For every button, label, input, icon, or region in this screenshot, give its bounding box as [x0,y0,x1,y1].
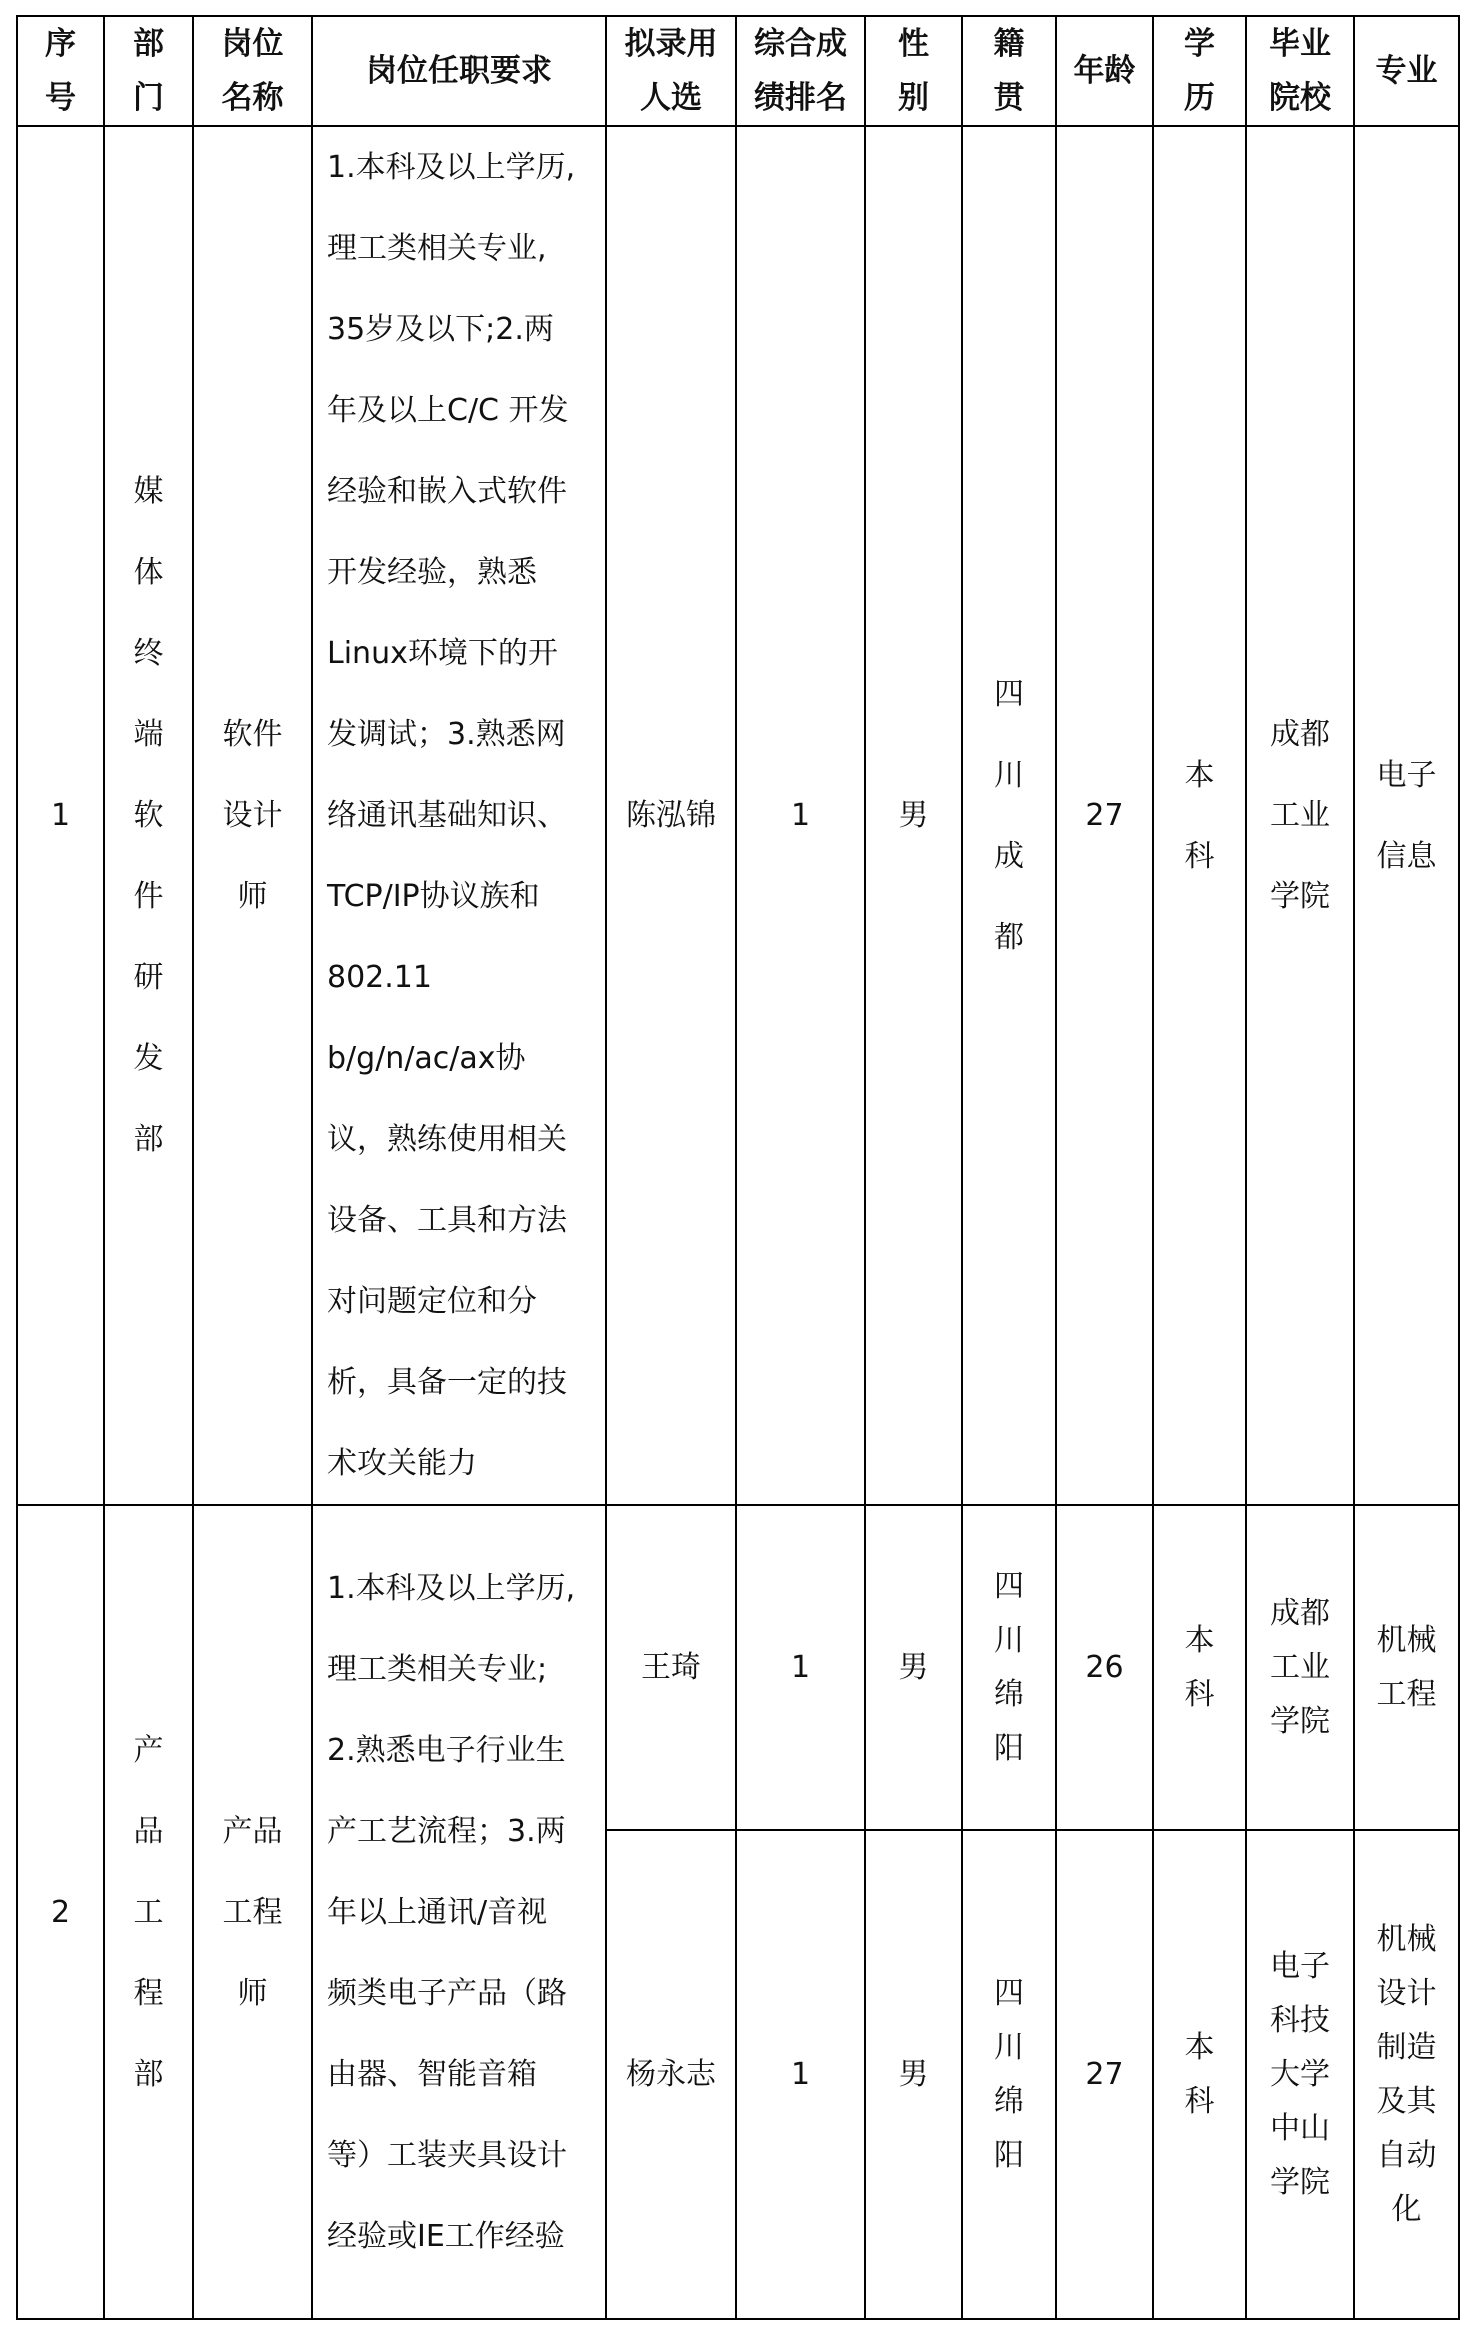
age-cell [1056,1505,1153,1830]
header-text: 号 [45,80,76,116]
origin-cell [962,1830,1056,2319]
rank-text: 1 [790,1650,811,1685]
cell-line: 绵 [994,1676,1024,1712]
cell-line: 软 [133,798,164,833]
cell-line: 工程 [1376,1676,1437,1712]
table-row [17,126,1459,1505]
cell-line: 设计 [1376,1975,1437,2011]
major-cell [1354,126,1459,1505]
cell-line: 络通讯基础知识、 [327,798,567,833]
cell-line: 学院 [1270,2164,1330,2200]
cell-line: 术攻关能力 [327,1446,477,1481]
candidate-name: 杨永志 [626,2057,716,2092]
header-text: 部 [133,26,164,62]
header-position [193,16,312,126]
header-text: 学 [1184,26,1215,62]
rank-text: 1 [790,2057,811,2092]
gender-cell [865,1830,962,2319]
candidate-name-cell [606,1830,736,2319]
cell-line: 程 [133,1975,164,2011]
department-cell [104,1505,193,2319]
cell-line: 工 [133,1894,164,1930]
position-cell [193,1505,312,2319]
header-text: 拟录用 [624,26,718,62]
cell-line: 自动 [1376,2137,1437,2173]
cell-line: 化 [1391,2191,1422,2227]
cell-line: 发调试；3.熟悉网 [327,717,566,752]
header-text: 籍 [993,26,1025,62]
cell-line: 绵 [994,2083,1024,2119]
cell-line: 师 [237,1975,268,2011]
rank-text: 1 [790,798,811,833]
cell-line: 由器、智能音箱 [327,2056,537,2092]
age-text: 27 [1085,798,1124,833]
cell-line: 1.本科及以上学历, [327,1570,576,1606]
cell-line: TCP/IP协议族和 [327,879,540,914]
cell-line: 科 [1184,838,1215,874]
cell-line: 阳 [994,1730,1024,1766]
cell-line: b/g/n/ac/ax协 [327,1041,526,1076]
cell-line: 川 [994,1622,1024,1658]
header-text: 门 [133,80,164,116]
cell-line: 四 [994,1568,1024,1604]
position-cell [193,126,312,1505]
origin-cell [962,126,1056,1505]
age-cell [1056,1830,1153,2319]
cell-line: 都 [994,919,1024,955]
education-cell [1153,1505,1246,1830]
rank-cell [736,1830,865,2319]
rank-cell [736,1505,865,1830]
cell-line: 工业 [1270,798,1330,833]
cell-line: 机械 [1376,1622,1437,1658]
cell-line: 川 [994,2029,1024,2065]
gender-cell [865,126,962,1505]
cell-line: 本 [1184,2029,1215,2065]
header-major [1354,16,1459,126]
header-candidate [606,16,736,126]
header-text: 专业 [1375,53,1438,89]
header-text: 别 [898,80,929,116]
cell-line: 机械 [1376,1921,1437,1957]
cell-line: 学院 [1270,879,1330,914]
header-text: 人选 [640,80,702,116]
header-school [1246,16,1354,126]
header-text: 序 [45,26,76,62]
cell-line: 软件 [222,717,283,752]
header-text: 历 [1184,80,1215,116]
header-text: 年龄 [1073,53,1136,89]
cell-line: 四 [994,1975,1024,2011]
cell-line: 及其 [1376,2083,1437,2119]
gender-text: 男 [898,2057,929,2092]
candidate-name: 王琦 [641,1650,701,1685]
cell-line: 年及以上C/C 开发 [327,393,569,428]
cell-line: 设计 [222,798,283,833]
cell-line: 理工类相关专业, [327,231,547,266]
rank-cell [736,126,865,1505]
cell-line: 师 [237,879,268,914]
index-cell [17,1505,104,2319]
cell-line: 频类电子产品（路 [327,1975,567,2011]
cell-line: 体 [133,555,164,590]
cell-line: 经验或IE工作经验 [327,2218,565,2254]
cell-line: 中山 [1270,2110,1330,2146]
major-cell [1354,1505,1459,1830]
cell-line: 1.本科及以上学历, [327,150,576,185]
cell-line: 科 [1184,1676,1215,1712]
cell-line: 802.11 [327,960,432,995]
cell-line: 学院 [1270,1703,1330,1739]
cell-line: 工程 [222,1894,283,1930]
header-index [17,16,104,126]
header-department [104,16,193,126]
requirements-cell [312,1505,606,2319]
cell-line: 理工类相关专业; [327,1651,548,1687]
cell-line: 本 [1184,1622,1215,1658]
header-row [17,16,1459,126]
cell-line: 阳 [994,2137,1024,2173]
header-requirements [312,16,606,126]
candidate-name-cell [606,1505,736,1830]
header-text: 性 [898,26,929,62]
cell-line: Linux环境下的开 [327,636,558,671]
gender-text: 男 [898,1650,929,1685]
cell-line: 经验和嵌入式软件 [327,474,567,509]
header-origin [962,16,1056,126]
cell-line: 成都 [1270,717,1330,752]
recruitment-table [16,15,1460,2320]
cell-line: 发 [133,1041,164,1076]
header-text: 岗位 [221,26,284,62]
header-age [1056,16,1153,126]
header-rank [736,16,865,126]
cell-line: 议，熟练使用相关 [327,1122,567,1157]
header-text: 毕业 [1269,26,1331,62]
header-text: 院校 [1269,80,1331,116]
origin-cell [962,1505,1056,1830]
major-cell [1354,1830,1459,2319]
cell-line: 四 [994,676,1024,712]
cell-line: 产 [133,1732,164,1768]
cell-line: 科技 [1270,2002,1330,2038]
cell-line: 川 [994,757,1024,793]
cell-line: 部 [133,2056,164,2092]
cell-line: 研 [133,960,164,995]
gender-cell [865,1505,962,1830]
education-cell [1153,126,1246,1505]
header-text: 绩排名 [754,80,847,116]
candidate-name-cell [606,126,736,1505]
cell-line: 产品 [222,1813,283,1849]
header-education [1153,16,1246,126]
cell-line: 科 [1184,2083,1215,2119]
gender-text: 男 [898,798,929,833]
age-text: 27 [1085,2057,1124,2092]
cell-line: 制造 [1376,2029,1437,2065]
cell-line: 2.熟悉电子行业生 [327,1732,566,1768]
cell-line: 年以上通讯/音视 [327,1894,548,1930]
age-cell [1056,126,1153,1505]
school-cell [1246,1830,1354,2319]
header-text: 名称 [221,80,284,116]
cell-line: 媒 [133,474,164,509]
cell-line: 电子 [1376,757,1437,793]
department-cell [104,126,193,1505]
cell-line: 对问题定位和分 [327,1284,537,1319]
cell-line: 部 [133,1122,164,1157]
cell-line: 端 [133,717,164,752]
index-cell [17,126,104,1505]
cell-line: 信息 [1376,838,1437,874]
cell-line: 件 [133,879,164,914]
header-gender [865,16,962,126]
age-text: 26 [1085,1650,1124,1685]
cell-line: 终 [133,636,164,671]
cell-line: 工业 [1270,1649,1330,1685]
cell-line: 析，具备一定的技 [327,1365,567,1400]
cell-line: 设备、工具和方法 [327,1203,567,1238]
index-text: 2 [50,1894,71,1930]
cell-line: 成都 [1270,1595,1330,1631]
cell-line: 成 [994,838,1024,874]
education-cell [1153,1830,1246,2319]
cell-line: 本 [1184,757,1215,793]
cell-line: 35岁及以下;2.两 [327,312,554,347]
cell-line: 开发经验，熟悉 [327,555,537,590]
header-text: 综合成 [754,26,847,62]
cell-line: 等）工装夹具设计 [327,2137,567,2173]
candidate-name: 陈泓锦 [626,798,716,833]
cell-line: 大学 [1270,2056,1330,2092]
school-cell [1246,1505,1354,1830]
index-text: 1 [50,798,71,833]
header-text: 岗位任职要求 [366,53,552,89]
cell-line: 产工艺流程；3.两 [327,1813,566,1849]
requirements-cell [312,126,606,1505]
header-text: 贯 [993,80,1025,116]
cell-line: 电子 [1270,1948,1330,1984]
school-cell [1246,126,1354,1505]
table-row [17,1505,1459,1830]
cell-line: 品 [133,1813,164,1849]
